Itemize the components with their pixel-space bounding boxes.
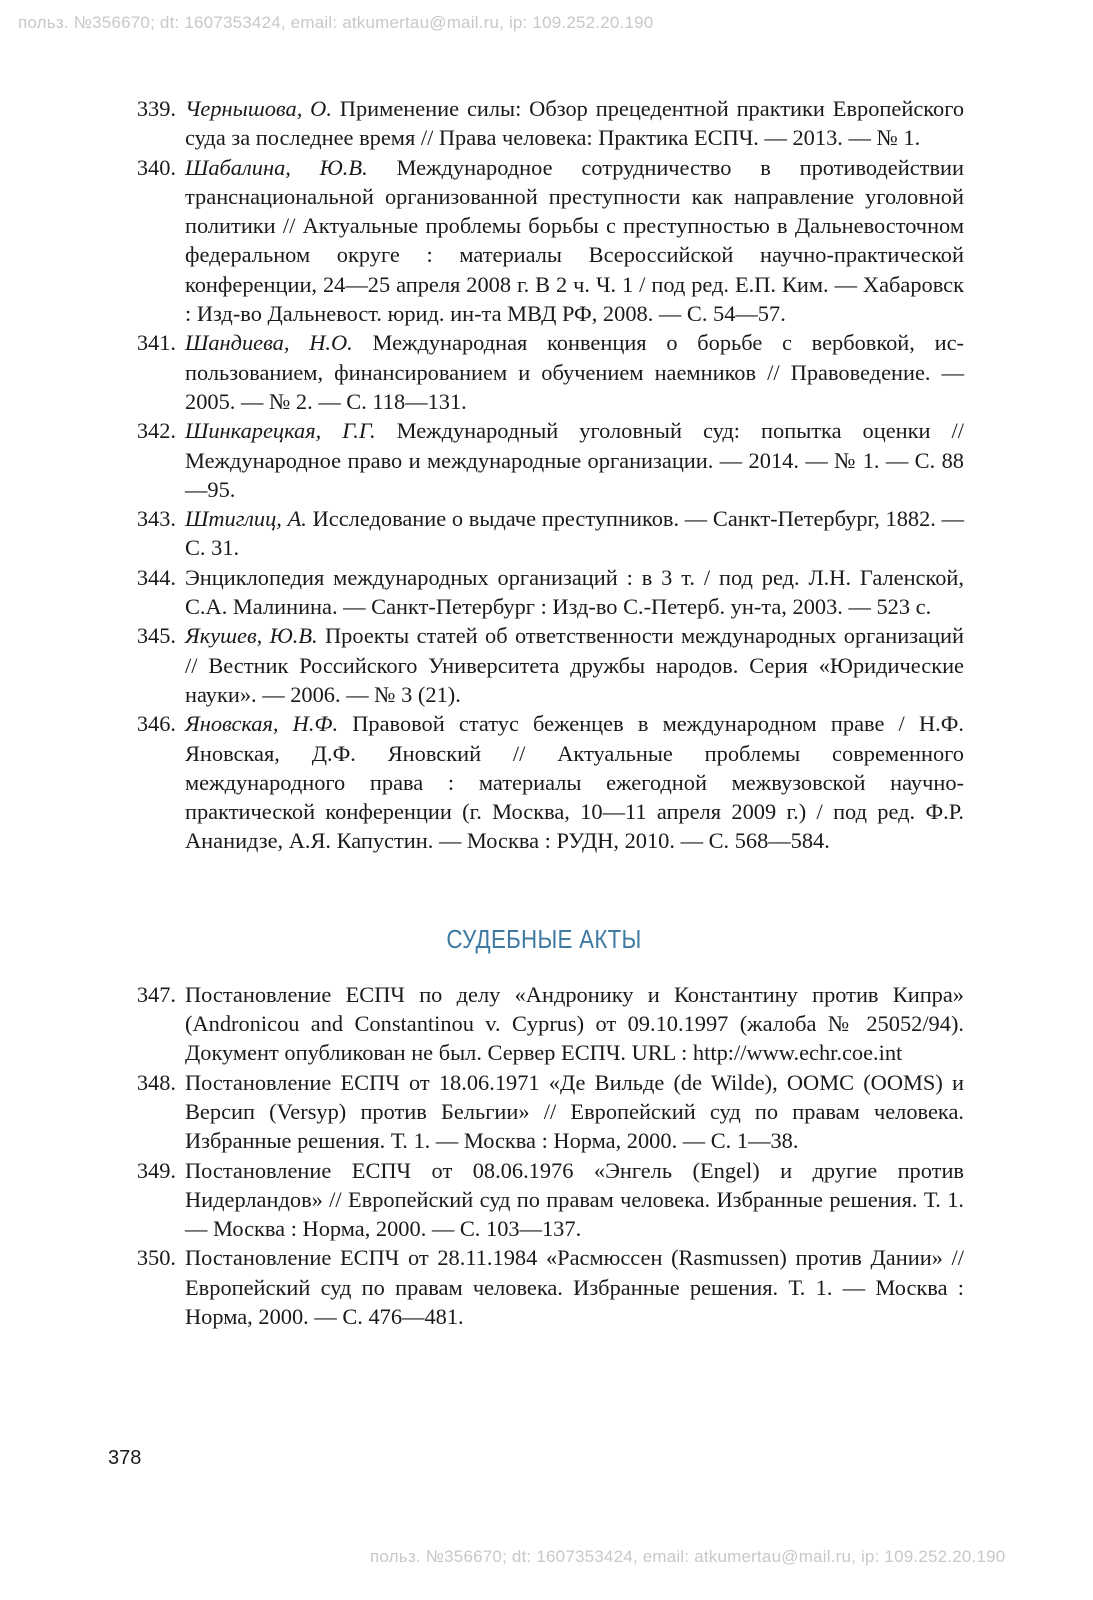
entry-author: Шабалина, Ю.В.: [185, 154, 368, 180]
bibliography-entry: [124, 94, 964, 153]
entry-author: Яновская, Н.Ф.: [185, 711, 339, 737]
entry-number: 346.: [136, 711, 176, 737]
entry-text: Международная конвенция о борьбе с вербовкой, использованием, финансированием и обучением наемников // Правоведение. — 2005. — № 2. — С. 118—131.: [185, 330, 964, 414]
bibliography-list: [124, 94, 964, 856]
entry-text: Международный уголовный суд: попытка оценки // Международное право и международные организации. — 2014. — № 1. — С. 88—95.: [185, 418, 964, 502]
entry-text: Применение силы: Обзор прецедентной практики Европейского суда за последнее время // Права человека: Практика ЕСПЧ. — 2013. — № 1.: [185, 96, 965, 151]
bibliography-entry: [124, 980, 964, 1068]
bibliography-entry: [124, 563, 964, 622]
section-heading: СУДЕБНЫЕ АКТЫ: [446, 923, 642, 954]
entry-text: Энциклопедия международных организаций : в 3 т. / под ред. Л.Н. Галенской, С.А. Малинина. — Санкт-Петербург : Изд-во С.-Петерб. ун-та, 2003. — 523 с.: [185, 564, 964, 620]
entry-text: Правовой статус беженцев в международном праве / Н.Ф. Яновская, Д.Ф. Яновский // Актуальные проблемы современного международного права : материалы ежегодной межвузовской научно-практической конференции (г. Москва, 10—11 апреля 2009 г.) / под ред. Ф.Р. Ананидзе, А.Я. Капустин. — Москва : РУДН, 2010. — С. 568—584.: [185, 711, 964, 854]
entry-number: 341.: [136, 330, 176, 356]
bibliography-entry: [124, 504, 964, 563]
entry-number: 340.: [136, 154, 176, 180]
bibliography-entry: [124, 1156, 964, 1244]
page-number: 378: [108, 1447, 142, 1469]
watermark-bottom: польз. №356670; dt: 1607353424, email: atkumertau@mail.ru, ip: 109.252.20.190: [370, 1547, 1006, 1566]
entry-number: 342.: [136, 418, 176, 444]
entry-text: Международное сотрудничество в противодействии транснациональной организованной преступности как направление уголовной политики // Актуальные проблемы борьбы с преступностью в Дальневосточном федеральном округе : материалы Всероссийской научно-практической конференции, 24—25 апреля 2008 г. В 2 ч. Ч. 1 / под ред. Е.П. Ким. — Хабаровск : Изд-во Дальневост. юрид. ин-та МВД РФ, 2008. — С. 54—57.: [185, 154, 964, 327]
entry-number: 343.: [136, 506, 176, 532]
bibliography-entry: [124, 416, 964, 504]
bibliography-entry: [124, 1243, 964, 1331]
entry-author: Чернышова, О.: [185, 96, 332, 121]
entry-number: 347.: [136, 981, 176, 1007]
entry-number: 339.: [136, 96, 176, 121]
entry-text: Постановление ЕСПЧ по делу «Андронику и Константину против Кипра» (Andronicou and Constantinou v. Cyprus) от 09.10.1997 (жалоба № 25052/94). Документ опубликован не был. Сервер ЕСПЧ. URL : http://www.echr.coe.int: [185, 981, 964, 1066]
entry-author: Шандиева, Н.О.: [185, 330, 353, 356]
entry-number: 349.: [136, 1157, 176, 1183]
court-acts-list: [124, 980, 964, 1332]
bibliography-entry: [124, 621, 964, 709]
entry-text: Проекты статей об ответственности международных организаций // Вестник Российского Университета дружбы народов. Серия «Юридические науки». — 2006. — № 3 (21).: [185, 623, 964, 707]
bibliography-entry: [124, 1068, 964, 1156]
entry-text: Исследование о выдаче преступников. — Санкт-Петербург, 1882. — С. 31.: [185, 506, 964, 561]
entry-number: 348.: [136, 1069, 176, 1095]
entry-author: Штиглиц, А.: [185, 506, 307, 532]
bibliography-entry: [124, 153, 964, 329]
entry-number: 350.: [136, 1245, 176, 1271]
entry-text: Постановление ЕСПЧ от 18.06.1971 «Де Вильде (de Wilde), ООМС (OOMS) и Версип (Versyp) против Бельгии» // Европейский суд по правам человека. Избранные решения. Т. 1. — Москва : Норма, 2000. — С. 1—38.: [185, 1069, 964, 1154]
entry-number: 345.: [136, 623, 176, 649]
entry-author: Якушев, Ю.В.: [185, 623, 318, 649]
entry-text: Постановление ЕСПЧ от 28.11.1984 «Расмюссен (Rasmussen) против Дании» // Европейский суд по правам человека. Избранные решения. Т. 1. — Москва : Норма, 2000. — С. 476—481.: [185, 1245, 964, 1329]
watermark-top: польз. №356670; dt: 1607353424, email: atkumertau@mail.ru, ip: 109.252.20.190: [18, 13, 654, 32]
entry-text: Постановление ЕСПЧ от 08.06.1976 «Энгель (Engel) и другие против Нидерландов» // Европейский суд по правам человека. Избранные решения. Т. 1. — Москва : Норма, 2000. — С. 103—137.: [185, 1157, 964, 1242]
bibliography-entry: [124, 709, 964, 855]
entry-author: Шинкарецкая, Г.Г.: [185, 418, 376, 444]
entry-number: 344.: [136, 564, 176, 590]
bibliography-entry: [124, 328, 964, 416]
bibliography-content: [124, 94, 964, 1331]
